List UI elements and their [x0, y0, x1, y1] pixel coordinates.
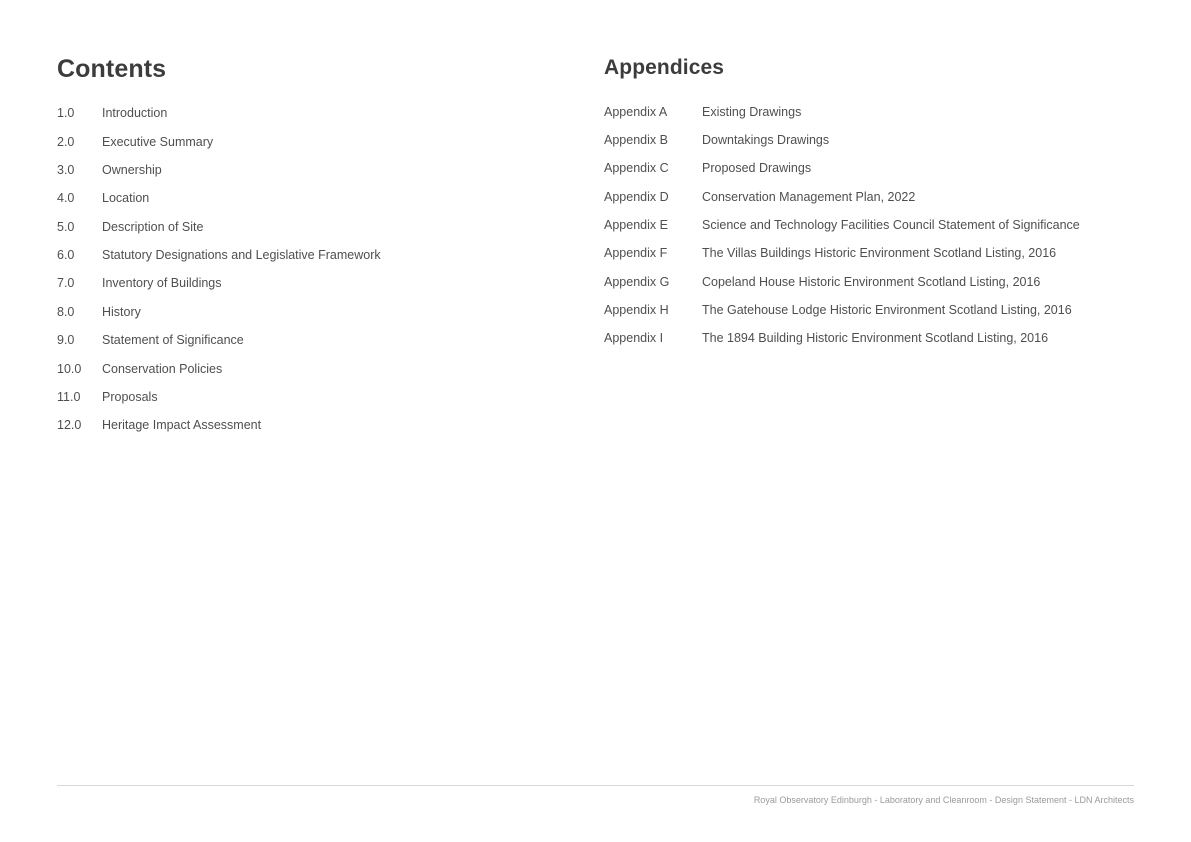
contents-entry-label[interactable]: Statutory Designations and Legislative Framework [102, 248, 381, 262]
appendix-entry-letter: Appendix A [604, 105, 668, 119]
appendix-entry-label[interactable]: The 1894 Building Historic Environment Scotland Listing, 2016 [702, 331, 1049, 345]
contents-entry-label[interactable]: Statement of Significance [102, 333, 244, 347]
page-footer: Royal Observatory Edinburgh - Laboratory and Cleanroom - Design Statement - LDN Architects [753, 795, 1134, 805]
appendix-entry-label[interactable]: Conservation Management Plan, 2022 [702, 190, 916, 204]
contents-entry[interactable] [57, 332, 244, 348]
contents-entry-label[interactable]: Inventory of Buildings [102, 276, 222, 290]
appendix-entry-label[interactable]: Downtakings Drawings [702, 133, 830, 147]
contents-entry[interactable] [57, 304, 141, 320]
contents-entry-label[interactable]: Location [102, 191, 150, 205]
appendix-entry-letter: Appendix F [604, 246, 668, 260]
appendix-entry-label[interactable]: Proposed Drawings [702, 161, 812, 175]
contents-entry[interactable] [57, 361, 222, 377]
contents-entry-number: 12.0 [57, 418, 82, 432]
contents-entry[interactable] [57, 417, 261, 433]
contents-entry-number: 5.0 [57, 220, 75, 234]
appendix-entry[interactable] [604, 132, 829, 148]
contents-entry[interactable] [57, 275, 222, 291]
appendix-entry[interactable] [604, 217, 1080, 233]
appendix-entry-letter: Appendix E [604, 218, 668, 232]
appendix-entry[interactable] [604, 330, 1048, 346]
contents-entry-label[interactable]: Executive Summary [102, 135, 214, 149]
contents-entry[interactable] [57, 190, 149, 206]
appendix-entry-letter: Appendix D [604, 190, 669, 204]
contents-entry-number: 9.0 [57, 333, 75, 347]
contents-entry-number: 6.0 [57, 248, 75, 262]
appendix-entry[interactable] [604, 104, 801, 120]
appendix-entry-label[interactable]: The Villas Buildings Historic Environment Scotland Listing, 2016 [702, 246, 1057, 260]
appendix-entry-letter: Appendix G [604, 275, 670, 289]
contents-entry[interactable] [57, 219, 203, 235]
contents-entry[interactable] [57, 134, 213, 150]
appendix-entry-label[interactable]: Copeland House Historic Environment Scotland Listing, 2016 [702, 275, 1041, 289]
appendix-entry-letter: Appendix B [604, 133, 668, 147]
contents-heading: Contents [57, 55, 167, 83]
contents-entry-number: 7.0 [57, 276, 75, 290]
appendix-entry-label[interactable]: Existing Drawings [702, 105, 802, 119]
appendix-entry-label[interactable]: Science and Technology Facilities Council Statement of Significance [702, 218, 1080, 232]
contents-entry[interactable] [57, 105, 167, 121]
appendix-entry[interactable] [604, 245, 1056, 261]
appendix-entry-letter: Appendix H [604, 303, 669, 317]
contents-entry-label[interactable]: Proposals [102, 390, 158, 404]
appendix-entry-letter: Appendix I [604, 331, 664, 345]
contents-entry[interactable] [57, 389, 158, 405]
contents-entry-number: 1.0 [57, 106, 75, 120]
appendix-entry[interactable] [604, 160, 811, 176]
contents-entry-number: 3.0 [57, 163, 75, 177]
appendices-heading: Appendices [604, 56, 725, 79]
contents-entry-label[interactable]: Introduction [102, 106, 168, 120]
contents-entry-label[interactable]: Conservation Policies [102, 362, 223, 376]
appendix-entry[interactable] [604, 189, 915, 205]
contents-entry-number: 11.0 [57, 390, 81, 404]
appendix-entry[interactable] [604, 274, 1040, 290]
contents-entry-number: 10.0 [57, 362, 82, 376]
contents-entry-number: 4.0 [57, 191, 75, 205]
contents-entry[interactable] [57, 247, 381, 263]
contents-entry-label[interactable]: Heritage Impact Assessment [102, 418, 262, 432]
contents-entry-number: 2.0 [57, 135, 75, 149]
footer-divider [57, 785, 1134, 786]
appendix-entry-label[interactable]: The Gatehouse Lodge Historic Environment Scotland Listing, 2016 [702, 303, 1072, 317]
contents-entry-label[interactable]: Ownership [102, 163, 162, 177]
appendix-entry-letter: Appendix C [604, 161, 669, 175]
contents-entry[interactable] [57, 162, 162, 178]
appendix-entry[interactable] [604, 302, 1072, 318]
contents-entry-label[interactable]: Description of Site [102, 220, 204, 234]
contents-entry-number: 8.0 [57, 305, 75, 319]
contents-entry-label[interactable]: History [102, 305, 141, 319]
